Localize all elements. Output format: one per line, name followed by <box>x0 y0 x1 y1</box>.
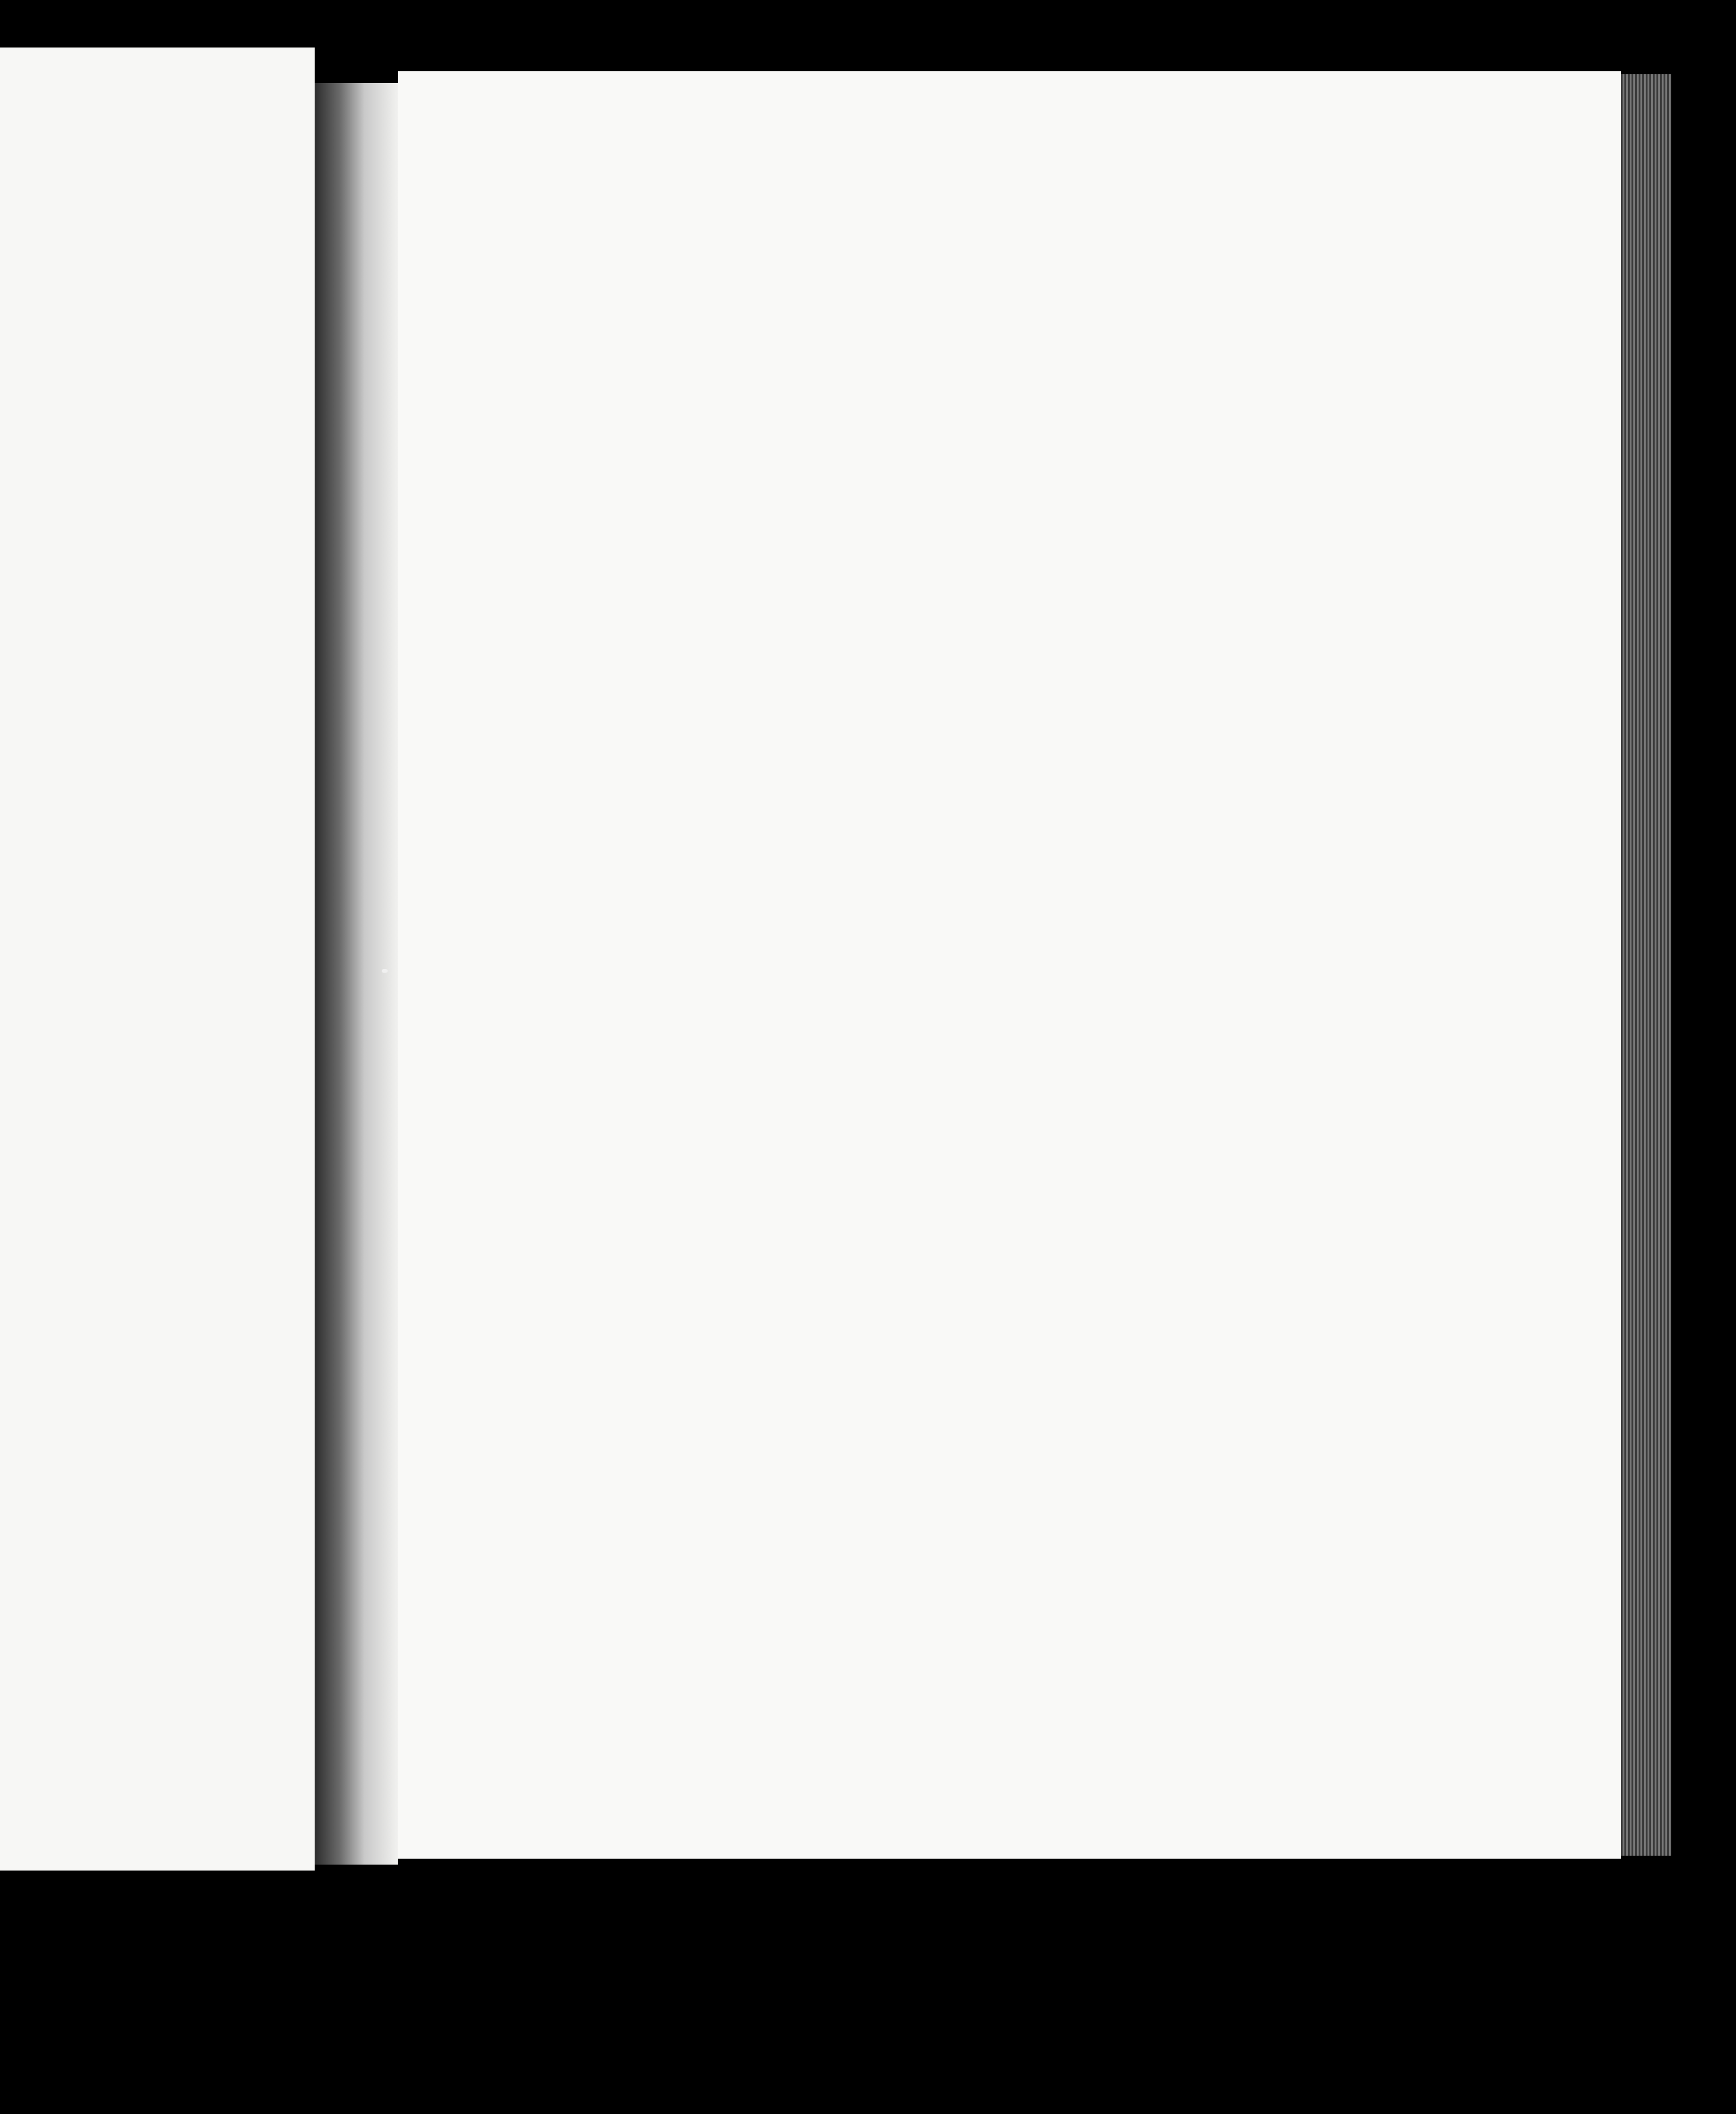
right-page <box>398 71 1621 1859</box>
paper-speck <box>382 969 388 973</box>
book-gutter <box>315 83 398 1865</box>
page-edges <box>1621 74 1671 1856</box>
left-page <box>0 48 315 1871</box>
